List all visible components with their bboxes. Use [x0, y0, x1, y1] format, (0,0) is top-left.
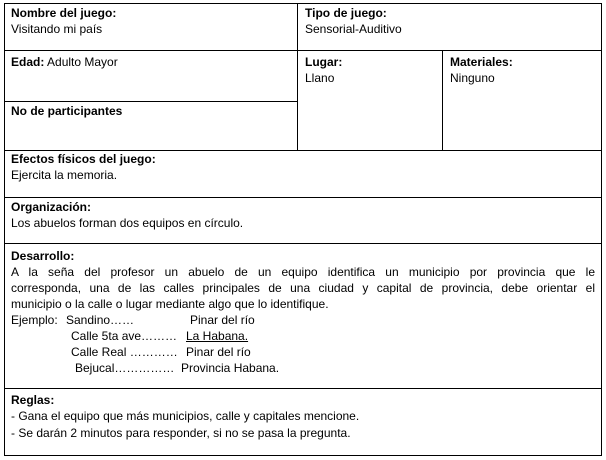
ejemplo-prefix: Ejemplo:: [11, 313, 58, 327]
efectos-value: Ejercita la memoria.: [11, 168, 118, 182]
tipo-value: Sensorial-Auditivo: [305, 22, 402, 36]
divider-v-main: [297, 3, 298, 150]
ejemplo-1-right: Pinar del río: [190, 313, 255, 327]
table-border-top: [4, 3, 602, 4]
participantes-label: No de participantes: [11, 104, 123, 118]
lugar-value: Llano: [305, 71, 335, 85]
divider-h-6: [4, 388, 602, 389]
ejemplo-1-left: Sandino……: [66, 313, 135, 327]
lugar-label: Lugar:: [305, 55, 343, 69]
ejemplo-4-right: Provincia Habana.: [181, 361, 280, 375]
edad-label: Edad:: [11, 55, 45, 69]
divider-h-2: [4, 101, 298, 102]
desarrollo-line-2: corresponda, una de las calles principales de una ciudad y capital de provincia, debe orientar el: [11, 281, 595, 295]
edad-value: Adulto Mayor: [47, 55, 118, 69]
ejemplo-2-left: Calle 5ta ave………: [71, 329, 178, 343]
desarrollo-label: Desarrollo:: [11, 249, 75, 263]
table-border-bottom: [4, 455, 602, 456]
ejemplo-3-left: Calle Real …………: [71, 345, 178, 359]
regla-2: - Se darán 2 minutos para responder, si no se pasa la pregunta.: [11, 426, 351, 440]
edad-field: [11, 55, 118, 69]
tipo-label: Tipo de juego:: [305, 6, 387, 20]
organizacion-value: Los abuelos forman dos equipos en círculo.: [11, 216, 244, 230]
ejemplo-3-right: Pinar del río: [186, 345, 251, 359]
divider-h-4: [4, 197, 602, 198]
divider-h-3: [4, 150, 602, 151]
nombre-value: Visitando mi país: [11, 22, 103, 36]
ejemplo-2-right: La Habana.: [186, 329, 249, 343]
materiales-value: Ninguno: [450, 71, 495, 85]
desarrollo-line-1: A la seña del profesor un abuelo de un equipo identifica un municipio por provincia que le: [11, 265, 595, 279]
reglas-label: Reglas:: [11, 393, 55, 407]
efectos-label: Efectos físicos del juego:: [11, 152, 156, 166]
divider-h-5: [4, 243, 602, 244]
organizacion-label: Organización:: [11, 200, 92, 214]
materiales-label: Materiales:: [450, 55, 513, 69]
divider-h-1: [4, 50, 602, 51]
ejemplo-4-left: Bejucal……………: [75, 361, 175, 375]
divider-v-materiales: [442, 50, 443, 150]
nombre-label: Nombre del juego:: [11, 6, 117, 20]
desarrollo-line-3: municipio o la calle o lugar mediante algo que lo identifique.: [11, 297, 329, 311]
regla-1: - Gana el equipo que más municipios, calle y capitales mencione.: [11, 409, 360, 423]
